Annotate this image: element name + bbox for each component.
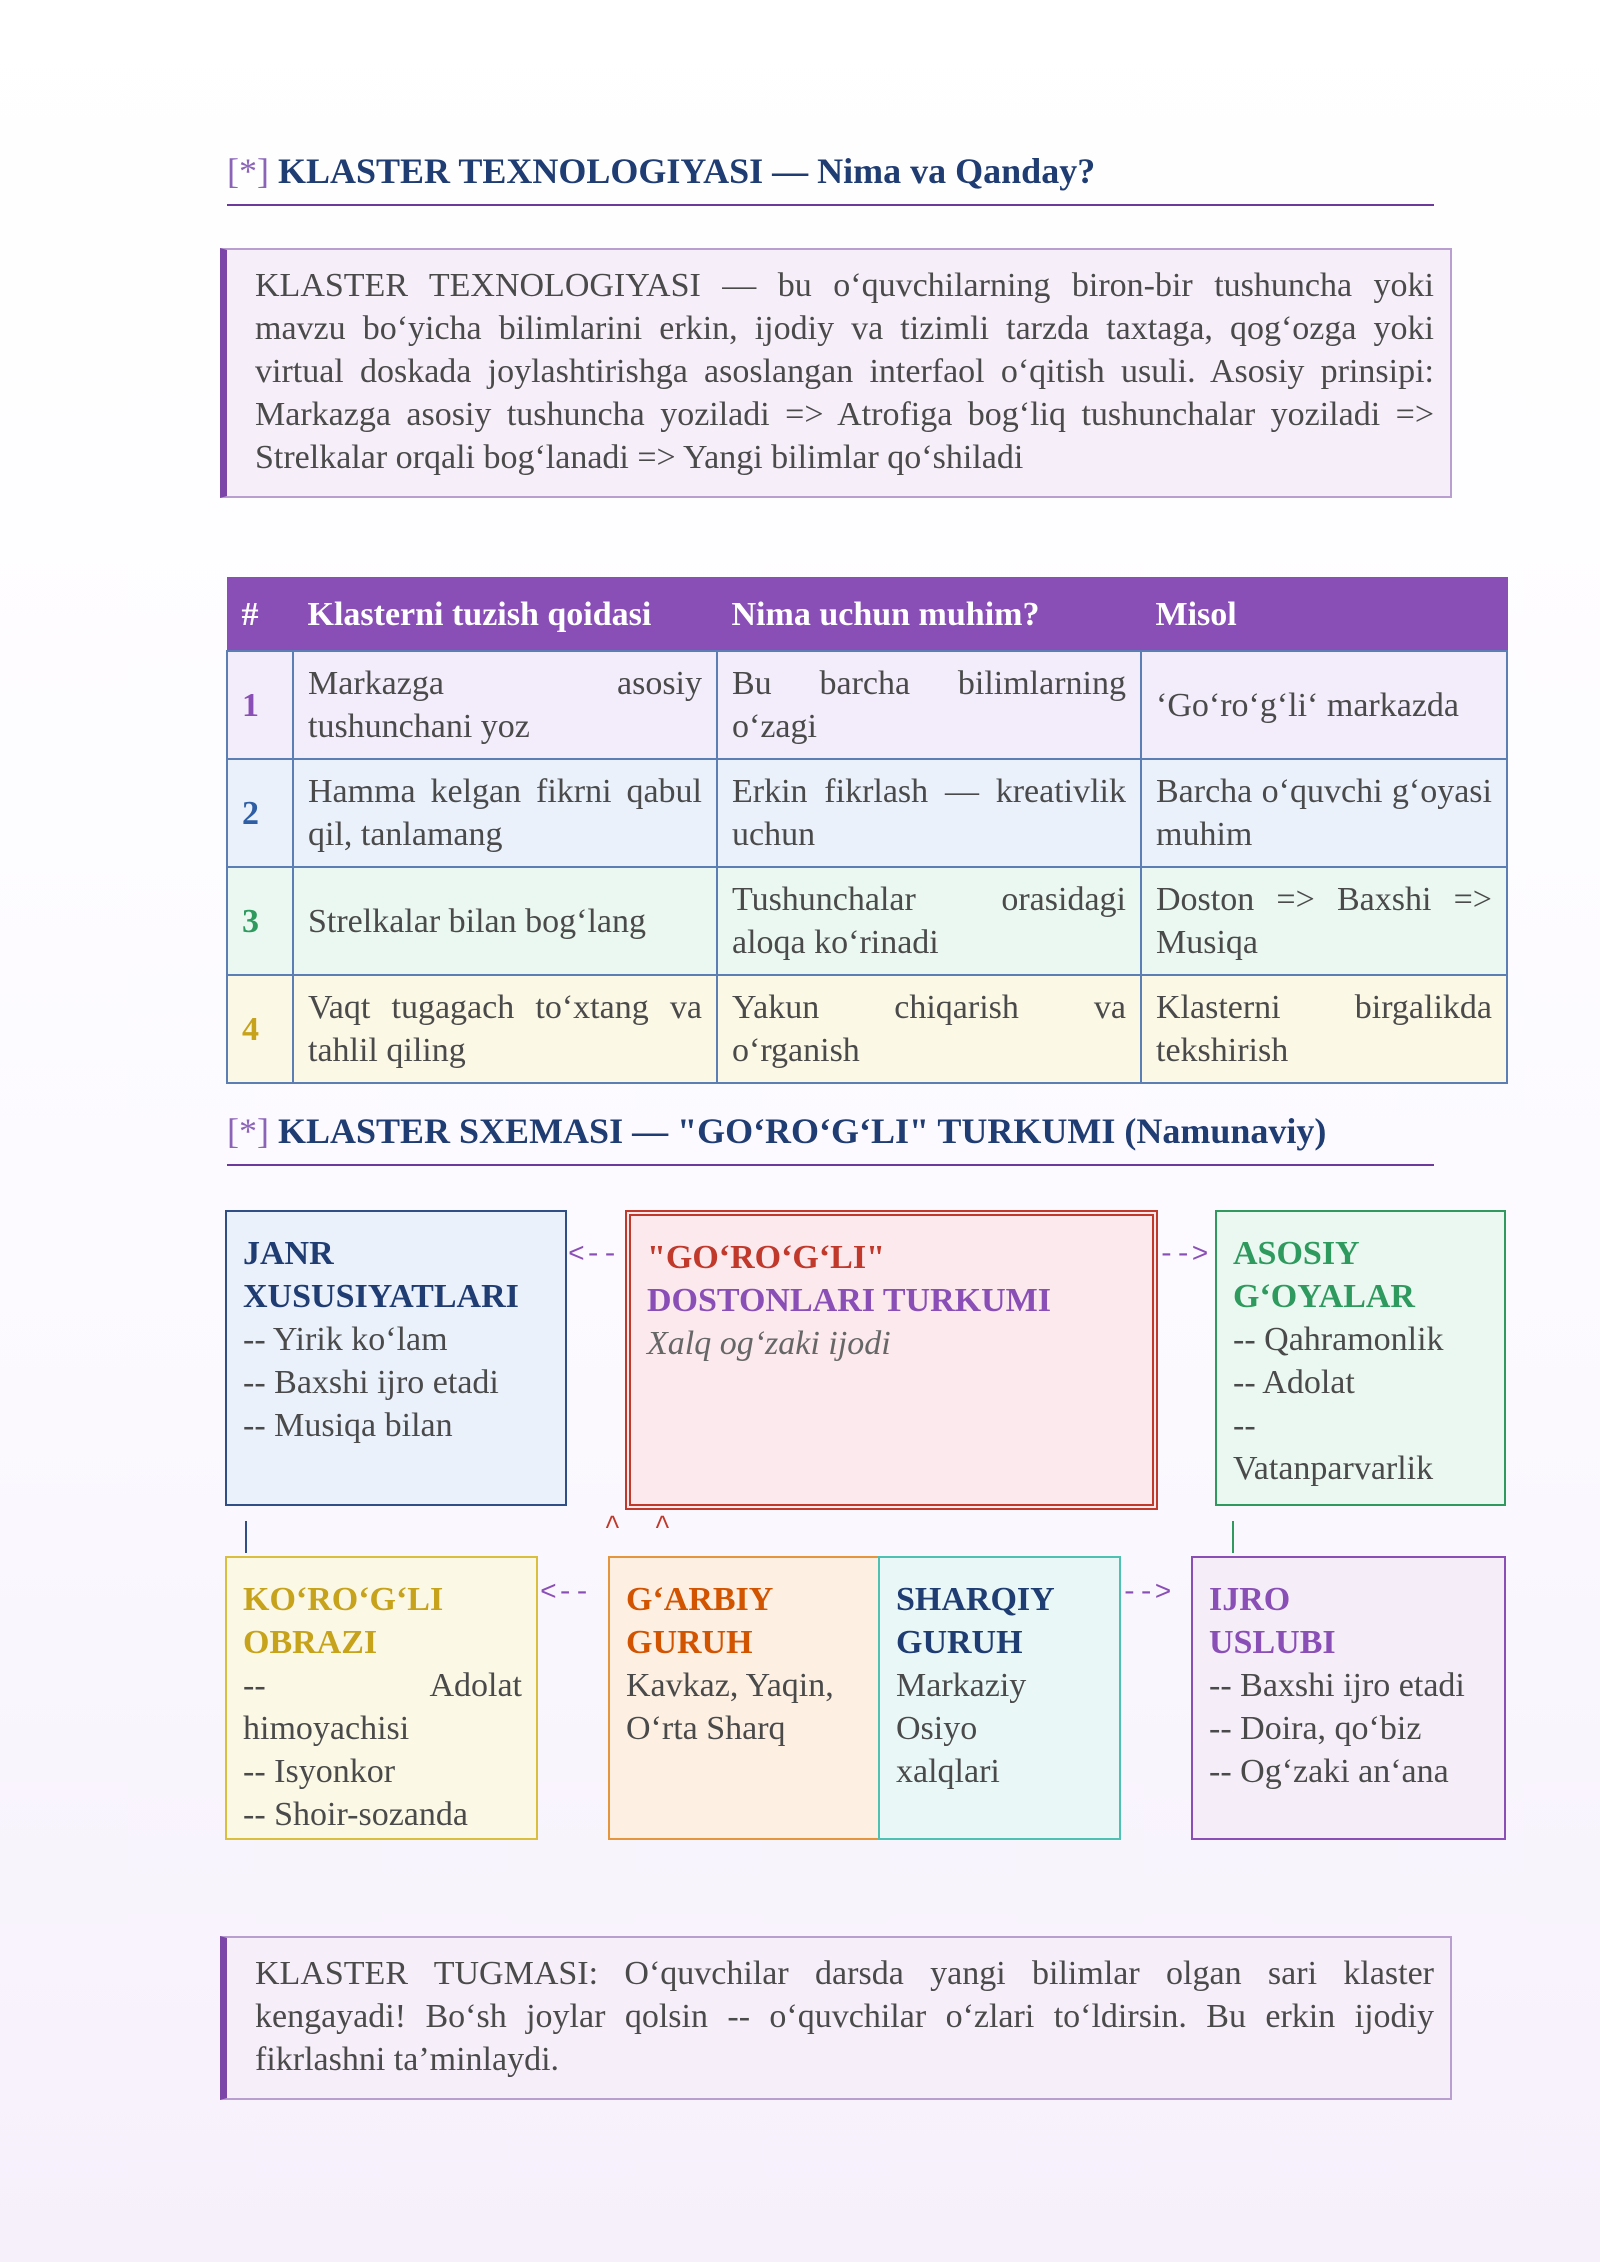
ideas-title-1: ASOSIY <box>1233 1235 1360 1272</box>
western-title-2: GURUH <box>626 1624 753 1661</box>
row-rule: Markazga asosiy tushunchani yoz <box>293 651 717 759</box>
image-box <box>225 1556 538 1840</box>
ideas-item: Vatanparvarlik <box>1233 1450 1434 1487</box>
arrow-right: --> <box>1121 1578 1172 1609</box>
row-rule: Hamma kelgan fikrni qabul qil, tanlamang <box>293 759 717 867</box>
center-title-1: "GO‘RO‘G‘LI" <box>647 1239 885 1276</box>
style-item: -- Og‘zaki an‘ana <box>1209 1753 1449 1790</box>
definition-callout <box>220 248 1452 498</box>
arrow-up: ^ <box>654 1512 671 1543</box>
arrow-right: --> <box>1158 1240 1209 1271</box>
image-title-1: KO‘RO‘G‘LI <box>243 1581 444 1618</box>
eastern-item: Markaziy <box>896 1667 1027 1704</box>
eastern-item: Osiyo <box>896 1710 978 1747</box>
row-num: 4 <box>227 975 293 1083</box>
table-row <box>227 975 1507 1083</box>
row-rule: Vaqt tugagach to‘xtang va tahlil qiling <box>293 975 717 1083</box>
heading-text: KLASTER TEXNOLOGIYASI — Nima va Qanday? <box>277 151 1096 191</box>
image-item: -- Isyonkor <box>243 1753 396 1790</box>
genre-title-2: XUSUSIYATLARI <box>243 1278 519 1315</box>
ideas-item: -- Qahramonlik <box>1233 1321 1444 1358</box>
ideas-item: -- <box>1233 1407 1256 1444</box>
eastern-title-1: SHARQIY <box>896 1581 1055 1618</box>
genre-item: -- Musiqa bilan <box>243 1407 453 1444</box>
section-heading-scheme <box>227 1110 1434 1166</box>
row-rule: Strelkalar bilan bog‘lang <box>293 867 717 975</box>
table-row <box>227 651 1507 759</box>
section-heading-technology <box>227 150 1434 206</box>
row-num: 3 <box>227 867 293 975</box>
center-box <box>625 1210 1158 1510</box>
genre-item: -- Yirik ko‘lam <box>243 1321 448 1358</box>
heading-text: KLASTER SXEMASI — "GO‘RO‘G‘LI" TURKUMI (Namunaviy) <box>277 1111 1327 1151</box>
eastern-item: xalqlari <box>896 1753 1000 1790</box>
row-why: Tushunchalar orasidagi aloqa ko‘rinadi <box>717 867 1141 975</box>
image-title-2: OBRAZI <box>243 1624 378 1661</box>
rules-table <box>226 577 1508 1084</box>
style-title-1: IJRO <box>1209 1581 1291 1618</box>
heading-marker: [*] <box>227 1111 269 1151</box>
connector-line <box>245 1521 247 1553</box>
image-item: -- Shoir-sozanda <box>243 1796 468 1833</box>
conclusion-callout <box>220 1936 1452 2100</box>
style-item: -- Doira, qo‘biz <box>1209 1710 1422 1747</box>
header-why: Nima uchun muhim? <box>717 578 1141 652</box>
western-item: Kavkaz, Yaqin, <box>626 1667 834 1704</box>
image-item: -- Adolat <box>243 1667 522 1704</box>
arrow-left: <-- <box>540 1578 591 1609</box>
header-num: # <box>227 578 293 652</box>
definition-text: KLASTER TEXNOLOGIYASI — bu o‘quvchilarning biron-bir tushuncha yoki mavzu bo‘yicha bilimlarini erkin, ijodiy va tizimli tarzda taxtaga, qog‘ozga yoki virtual doskada joylashtirishga asoslangan interfaol o‘qitish usuli. Asosiy prinsipi: Markazga asosiy tushuncha yoziladi => Atrofiga bog‘liq tushunchalar yoziladi => Strelkalar orqali bog‘lanadi => Yangi bilimlar qo‘shiladi <box>255 267 1434 476</box>
western-group-box <box>608 1556 880 1840</box>
eastern-title-2: GURUH <box>896 1624 1023 1661</box>
connector-line <box>1232 1521 1234 1553</box>
western-title-1: G‘ARBIY <box>626 1581 774 1618</box>
row-example: ‘Go‘ro‘g‘li‘ markazda <box>1141 651 1507 759</box>
row-example: Klasterni birgalikda tekshirish <box>1141 975 1507 1083</box>
western-item: O‘rta Sharq <box>626 1710 786 1747</box>
genre-title-1: JANR <box>243 1235 334 1272</box>
heading-marker: [*] <box>227 151 269 191</box>
row-example: Doston => Baxshi => Musiqa <box>1141 867 1507 975</box>
arrow-up: ^ <box>604 1512 621 1543</box>
table-row <box>227 867 1507 975</box>
row-num: 1 <box>227 651 293 759</box>
image-item: himoyachisi <box>243 1710 410 1747</box>
row-why: Erkin fikrlash — kreativlik uchun <box>717 759 1141 867</box>
style-item: -- Baxshi ijro etadi <box>1209 1667 1465 1704</box>
eastern-group-box <box>878 1556 1121 1840</box>
ideas-item: -- Adolat <box>1233 1364 1355 1401</box>
conclusion-text: KLASTER TUGMASI: O‘quvchilar darsda yangi bilimlar olgan sari klaster kengayadi! Bo‘sh joylar qolsin -- o‘quvchilar o‘zlari to‘ldirsin. Bu erkin ijodiy fikrlashni ta’minlaydi. <box>255 1955 1434 2078</box>
arrow-left: <-- <box>568 1240 619 1271</box>
ideas-box <box>1215 1210 1506 1506</box>
center-subtitle: Xalq og‘zaki ijodi <box>647 1325 891 1362</box>
center-title-2: DOSTONLARI TURKUMI <box>647 1282 1051 1319</box>
ideas-title-2: G‘OYALAR <box>1233 1278 1415 1315</box>
genre-box <box>225 1210 567 1506</box>
genre-item: -- Baxshi ijro etadi <box>243 1364 499 1401</box>
row-why: Bu barcha bilimlarning o‘zagi <box>717 651 1141 759</box>
row-why: Yakun chiqarish va o‘rganish <box>717 975 1141 1083</box>
table-row <box>227 759 1507 867</box>
row-num: 2 <box>227 759 293 867</box>
header-rule: Klasterni tuzish qoidasi <box>293 578 717 652</box>
style-title-2: USLUBI <box>1209 1624 1336 1661</box>
header-example: Misol <box>1141 578 1507 652</box>
style-box <box>1191 1556 1506 1840</box>
row-example: Barcha o‘quvchi g‘oyasi muhim <box>1141 759 1507 867</box>
table-header-row <box>227 578 1507 652</box>
